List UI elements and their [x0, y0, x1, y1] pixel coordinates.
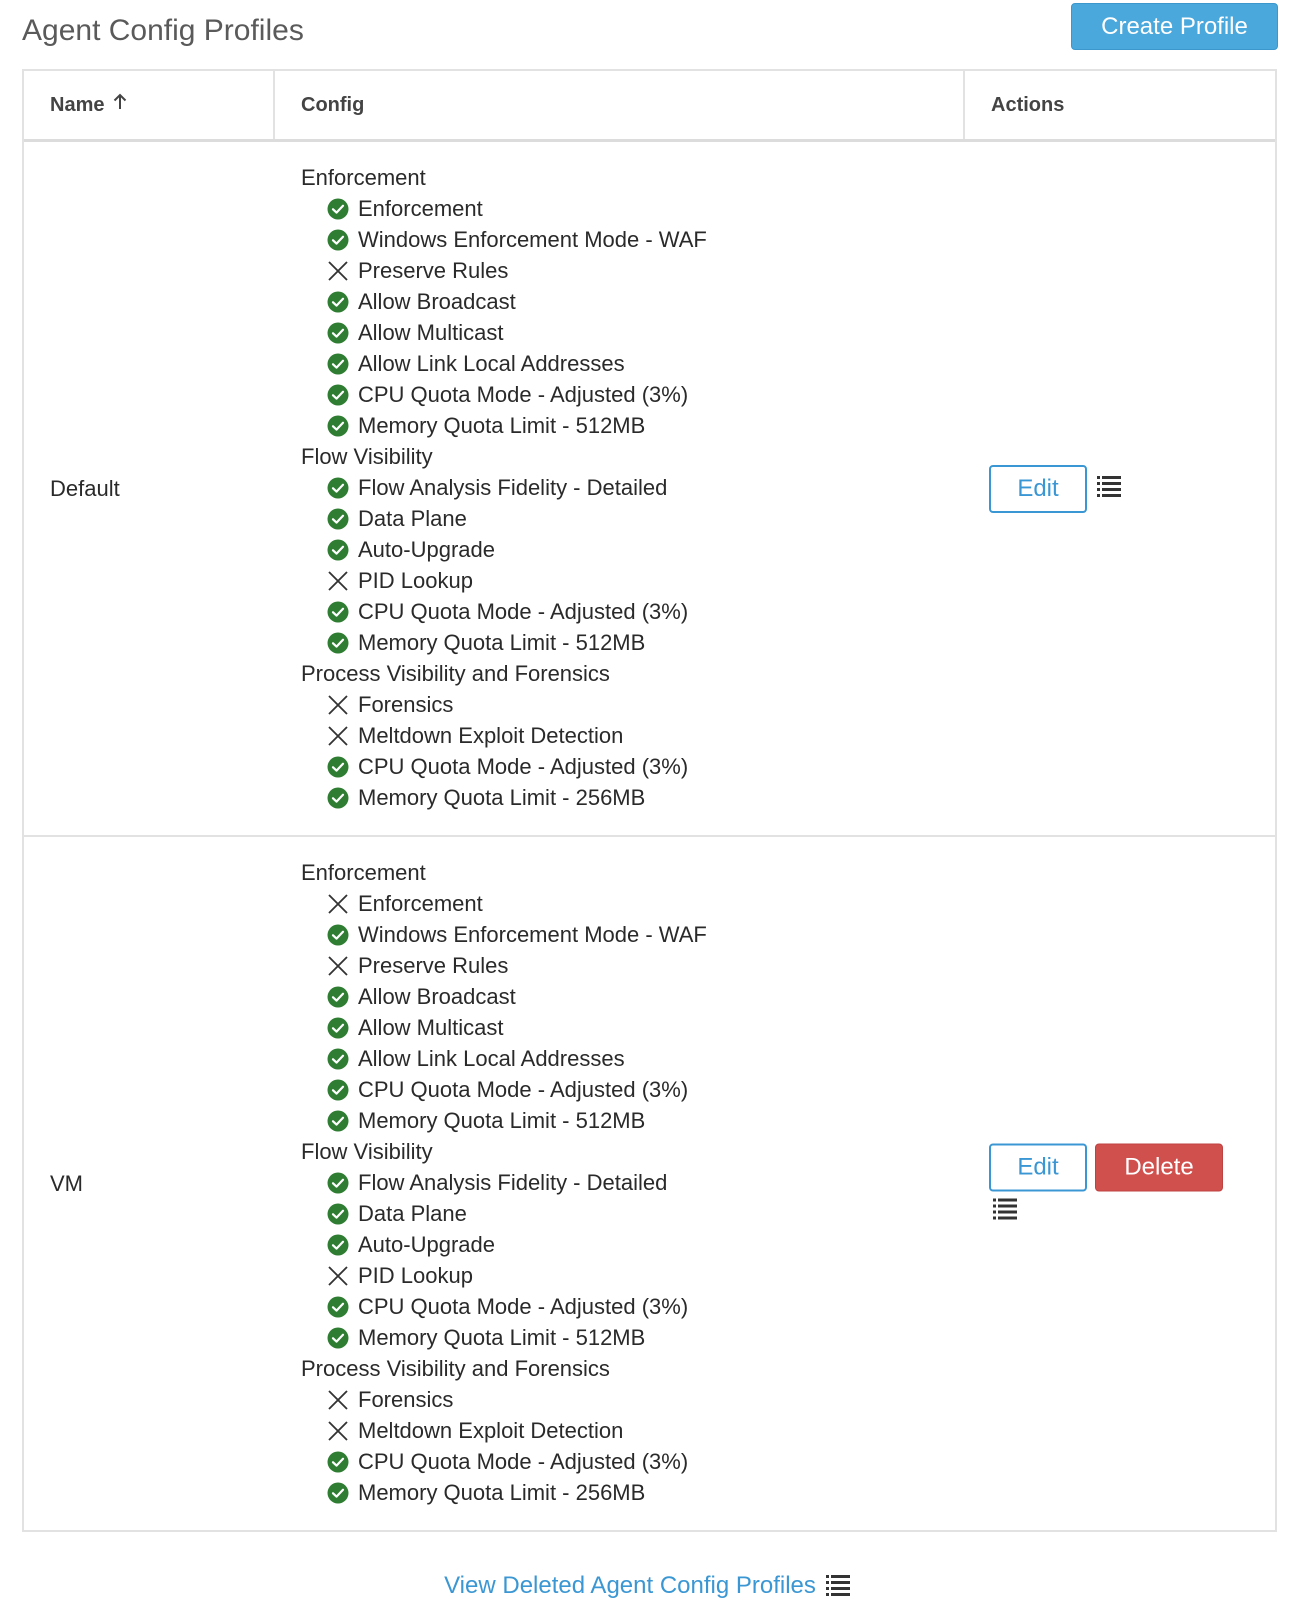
config-item: [301, 950, 965, 981]
config-cell: [275, 837, 965, 1530]
profile-name: Default: [50, 475, 120, 501]
config-item: [301, 751, 965, 782]
x-mark-icon: [327, 260, 349, 282]
config-item: [301, 888, 965, 919]
config-item: [301, 565, 965, 596]
x-mark-icon: [327, 725, 349, 747]
table-row: [24, 835, 1275, 1530]
config-item: [301, 317, 965, 348]
config-item-label: Allow Broadcast: [358, 288, 516, 314]
check-circle-icon: [327, 1296, 349, 1318]
check-circle-icon: [327, 322, 349, 344]
config-item: [301, 1291, 965, 1322]
check-circle-icon: [327, 787, 349, 809]
check-circle-icon: [327, 1451, 349, 1473]
config-item: [301, 981, 965, 1012]
check-circle-icon: [327, 291, 349, 313]
config-item-label: PID Lookup: [358, 1262, 473, 1288]
config-item-label: CPU Quota Mode - Adjusted (3%): [358, 598, 689, 624]
config-item: [301, 720, 965, 751]
config-section-title: Enforcement: [301, 165, 426, 190]
x-mark-icon: [327, 1389, 349, 1411]
config-item-label: Memory Quota Limit - 256MB: [358, 784, 646, 810]
profile-name: VM: [50, 1170, 83, 1196]
config-item-label: Memory Quota Limit - 256MB: [358, 1479, 646, 1505]
arrow-up-icon: [112, 93, 128, 117]
config-item: [301, 782, 965, 813]
check-circle-icon: [327, 353, 349, 375]
list-icon: [826, 1574, 850, 1603]
config-item-label: Allow Multicast: [358, 319, 504, 345]
config-item-label: Data Plane: [358, 1200, 467, 1226]
config-item: [301, 255, 965, 286]
check-circle-icon: [327, 1203, 349, 1225]
check-circle-icon: [327, 1048, 349, 1070]
config-section-title: Process Visibility and Forensics: [301, 661, 610, 686]
check-circle-icon: [327, 1172, 349, 1194]
config-item-label: Meltdown Exploit Detection: [358, 1417, 624, 1443]
table-row: [24, 142, 1275, 835]
x-mark-icon: [327, 570, 349, 592]
config-item: [301, 348, 965, 379]
config-item-label: Memory Quota Limit - 512MB: [358, 1107, 646, 1133]
config-item-label: Auto-Upgrade: [358, 536, 495, 562]
config-item: [301, 1415, 965, 1446]
config-item-label: CPU Quota Mode - Adjusted (3%): [358, 1448, 689, 1474]
config-item: [301, 1322, 965, 1353]
column-header-name-label: Name: [50, 93, 105, 116]
config-item-label: Memory Quota Limit - 512MB: [358, 1324, 646, 1350]
config-item-label: Memory Quota Limit - 512MB: [358, 412, 646, 438]
list-icon[interactable]: [1097, 475, 1121, 502]
config-section-title: Enforcement: [301, 860, 426, 885]
column-header-actions: Actions: [991, 93, 1065, 116]
check-circle-icon: [327, 1482, 349, 1504]
column-header-name[interactable]: [24, 71, 275, 139]
config-item-label: Windows Enforcement Mode - WAF: [358, 921, 707, 947]
config-cell: [275, 142, 965, 835]
table-body: [24, 142, 1275, 1530]
config-item-label: CPU Quota Mode - Adjusted (3%): [358, 1293, 689, 1319]
config-section-title: Flow Visibility: [301, 444, 433, 469]
config-item-label: Allow Link Local Addresses: [358, 350, 625, 376]
actions-cell: [965, 837, 1275, 1530]
config-item: [301, 534, 965, 565]
check-circle-icon: [327, 198, 349, 220]
config-item: [301, 1043, 965, 1074]
check-circle-icon: [327, 1079, 349, 1101]
view-deleted-profiles-link[interactable]: [0, 1572, 1294, 1603]
check-circle-icon: [327, 1234, 349, 1256]
column-header-config: Config: [275, 71, 965, 139]
check-circle-icon: [327, 1110, 349, 1132]
config-item-label: Flow Analysis Fidelity - Detailed: [358, 1169, 668, 1195]
create-profile-button[interactable]: Create Profile: [1071, 3, 1278, 50]
config-item-label: Allow Link Local Addresses: [358, 1045, 625, 1071]
config-item: [301, 1446, 965, 1477]
config-item: [301, 919, 965, 950]
config-item-label: Allow Multicast: [358, 1014, 504, 1040]
edit-button[interactable]: Edit: [989, 1143, 1087, 1191]
check-circle-icon: [327, 415, 349, 437]
config-item-label: Meltdown Exploit Detection: [358, 722, 624, 748]
view-deleted-profiles-label: View Deleted Agent Config Profiles: [444, 1572, 816, 1599]
check-circle-icon: [327, 924, 349, 946]
check-circle-icon: [327, 756, 349, 778]
config-item-label: Allow Broadcast: [358, 983, 516, 1009]
config-item: [301, 472, 965, 503]
config-item-label: Flow Analysis Fidelity - Detailed: [358, 474, 668, 500]
x-mark-icon: [327, 893, 349, 915]
x-mark-icon: [327, 694, 349, 716]
config-item: [301, 224, 965, 255]
profiles-table: [22, 69, 1277, 1532]
x-mark-icon: [327, 1420, 349, 1442]
actions-cell: [965, 142, 1275, 835]
config-item: [301, 1012, 965, 1043]
config-item-label: Forensics: [358, 1386, 454, 1412]
config-item: [301, 1074, 965, 1105]
check-circle-icon: [327, 539, 349, 561]
config-item: [301, 503, 965, 534]
config-item: [301, 1105, 965, 1136]
config-item-label: CPU Quota Mode - Adjusted (3%): [358, 753, 689, 779]
config-item-label: Data Plane: [358, 505, 467, 531]
config-item: [301, 627, 965, 658]
config-item: [301, 1198, 965, 1229]
config-item-label: Preserve Rules: [358, 952, 509, 978]
config-item-label: PID Lookup: [358, 567, 473, 593]
config-item: [301, 1384, 965, 1415]
x-mark-icon: [327, 1265, 349, 1287]
config-item: [301, 286, 965, 317]
config-item-label: Memory Quota Limit - 512MB: [358, 629, 646, 655]
check-circle-icon: [327, 384, 349, 406]
config-item-label: Forensics: [358, 691, 454, 717]
config-item-label: Enforcement: [358, 890, 483, 916]
config-item: [301, 1477, 965, 1508]
page-title: Agent Config Profiles: [22, 14, 304, 47]
config-item-label: Auto-Upgrade: [358, 1231, 495, 1257]
config-item-label: Enforcement: [358, 195, 483, 221]
edit-button[interactable]: Edit: [989, 465, 1087, 513]
check-circle-icon: [327, 632, 349, 654]
row-actions: [989, 1143, 1249, 1224]
check-circle-icon: [327, 1327, 349, 1349]
config-item: [301, 1229, 965, 1260]
check-circle-icon: [327, 601, 349, 623]
row-actions: [989, 465, 1249, 513]
check-circle-icon: [327, 508, 349, 530]
config-item: [301, 1167, 965, 1198]
delete-button[interactable]: Delete: [1095, 1143, 1223, 1191]
config-item-label: CPU Quota Mode - Adjusted (3%): [358, 381, 689, 407]
config-item: [301, 596, 965, 627]
config-item-label: CPU Quota Mode - Adjusted (3%): [358, 1076, 689, 1102]
list-icon[interactable]: [993, 1197, 1249, 1224]
check-circle-icon: [327, 986, 349, 1008]
config-item: [301, 379, 965, 410]
config-item: [301, 410, 965, 441]
table-header: [24, 71, 1275, 142]
config-section-title: Flow Visibility: [301, 1139, 433, 1164]
config-item-label: Windows Enforcement Mode - WAF: [358, 226, 707, 252]
config-item: [301, 193, 965, 224]
config-section-title: Process Visibility and Forensics: [301, 1356, 610, 1381]
config-item-label: Preserve Rules: [358, 257, 509, 283]
check-circle-icon: [327, 229, 349, 251]
check-circle-icon: [327, 477, 349, 499]
config-item: [301, 1260, 965, 1291]
x-mark-icon: [327, 955, 349, 977]
check-circle-icon: [327, 1017, 349, 1039]
config-item: [301, 689, 965, 720]
